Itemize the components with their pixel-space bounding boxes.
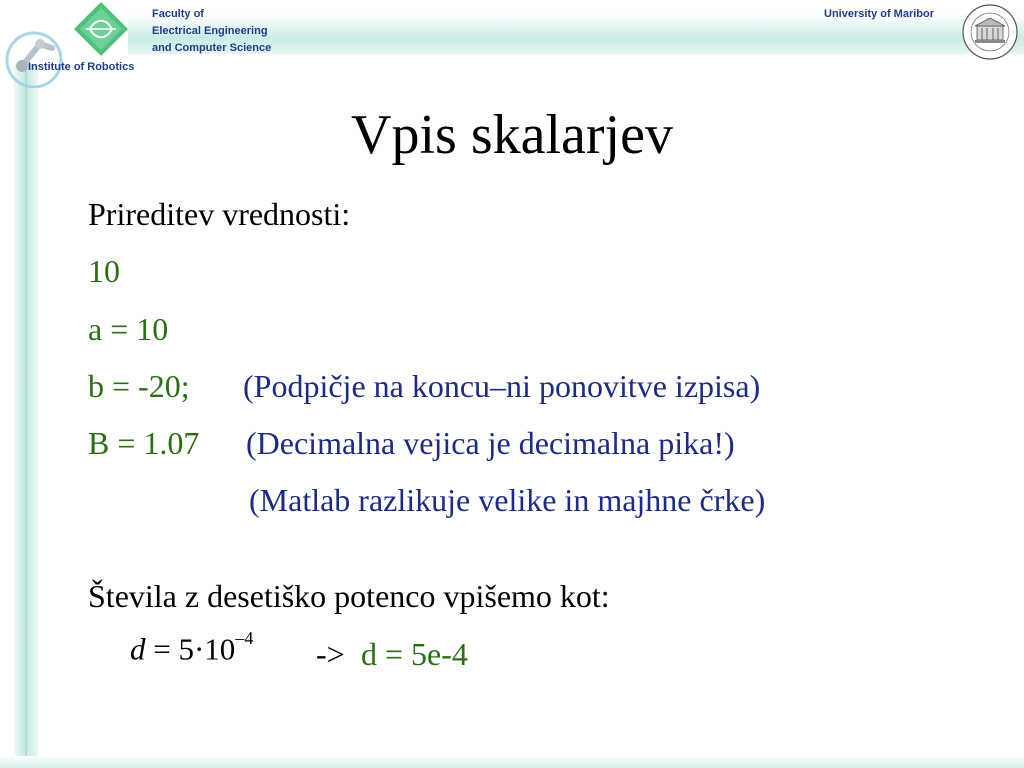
power-formula [130,622,253,669]
note-case-sensitive: (Matlab razlikuje velike in majhne črke) [249,482,766,518]
faculty-line-2: Electrical Engineering [152,25,268,37]
note-semicolon: (Podpičje na koncu–ni ponovitve izpisa) [243,368,761,404]
example-10: 10 [88,253,120,289]
example-B: B = 1.07 [88,425,200,461]
formula-expression: = 5·10 [145,631,236,667]
example-a: a = 10 [88,311,169,347]
slide-title: Vpis skalarjev [351,104,673,166]
institute-label: Institute of Robotics [28,61,135,73]
arrow-text: -> [316,636,345,672]
university-name: University of Maribor [824,8,935,20]
example-b: b = -20; [88,368,190,404]
formula-variable: d [130,631,146,667]
assignment-heading: Prireditev vrednosti: [88,196,351,232]
faculty-line-3: and Computer Science [152,42,272,54]
power-heading: Števila z desetiško potenco vpišemo kot: [88,578,610,614]
footer-band [0,756,1024,768]
faculty-line-1: Faculty of [152,8,204,20]
faculty-name [152,6,271,57]
note-decimal: (Decimalna vejica je decimalna pika!) [246,425,735,461]
university-seal-icon [960,2,1020,62]
formula-exponent: –4 [235,628,254,648]
faculty-logo-icon [72,0,130,58]
matlab-notation: d = 5e-4 [361,636,468,672]
